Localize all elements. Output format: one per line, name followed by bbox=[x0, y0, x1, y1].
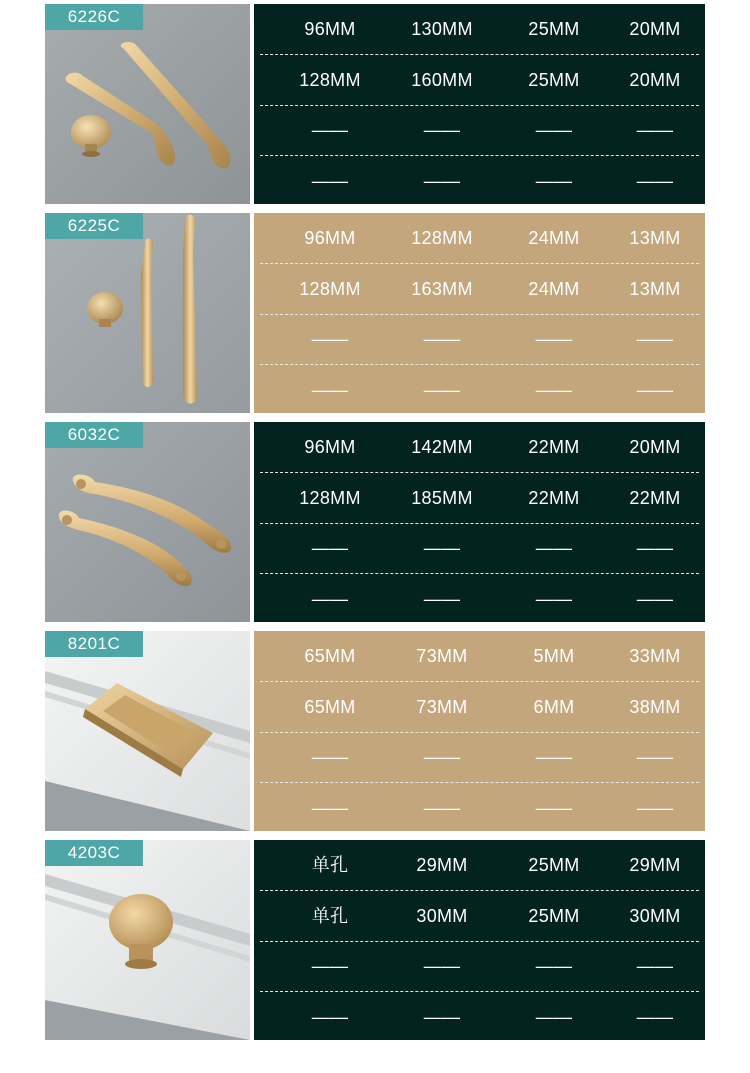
spec-cell: 25MM bbox=[528, 855, 580, 875]
spec-cell: —— bbox=[311, 171, 349, 191]
spec-cell: 24MM bbox=[528, 228, 580, 248]
spec-cell: —— bbox=[423, 120, 461, 140]
spec-cell: —— bbox=[423, 747, 461, 767]
spec-cell: 163MM bbox=[411, 279, 473, 299]
handle-image bbox=[45, 4, 250, 204]
spec-row bbox=[260, 992, 699, 1043]
spec-cell: 65MM bbox=[304, 646, 356, 666]
spec-row bbox=[260, 941, 699, 992]
spec-row bbox=[260, 105, 699, 156]
spec-cell: —— bbox=[535, 329, 573, 349]
spec-cell: —— bbox=[636, 380, 674, 400]
spec-cell: 13MM bbox=[629, 279, 681, 299]
spec-row bbox=[260, 4, 699, 55]
spec-cell: 33MM bbox=[629, 646, 681, 666]
product-4203c bbox=[45, 840, 705, 1040]
spec-cell: 6MM bbox=[533, 697, 575, 717]
spec-cell: —— bbox=[535, 798, 573, 818]
spec-cell: 22MM bbox=[528, 488, 580, 508]
spec-row bbox=[260, 156, 699, 207]
spec-cell: —— bbox=[636, 798, 674, 818]
spec-cell: 128MM bbox=[299, 70, 361, 90]
spec-cell: 20MM bbox=[629, 437, 681, 457]
product-photo bbox=[45, 840, 250, 1040]
spec-cell: 96MM bbox=[304, 228, 356, 248]
spec-panel bbox=[254, 631, 705, 831]
spec-cell: —— bbox=[311, 956, 349, 976]
spec-row bbox=[260, 523, 699, 574]
spec-cell: —— bbox=[636, 329, 674, 349]
spec-row bbox=[260, 213, 699, 264]
spec-cell: —— bbox=[535, 538, 573, 558]
spec-cell: 142MM bbox=[411, 437, 473, 457]
spec-cell: —— bbox=[423, 380, 461, 400]
spec-cell: —— bbox=[535, 589, 573, 609]
spec-cell: 96MM bbox=[304, 19, 356, 39]
spec-cell: 185MM bbox=[411, 488, 473, 508]
spec-cell: 29MM bbox=[629, 855, 681, 875]
spec-cell: —— bbox=[311, 538, 349, 558]
spec-row bbox=[260, 422, 699, 473]
spec-cell: 128MM bbox=[299, 279, 361, 299]
product-photo bbox=[45, 631, 250, 831]
spec-cell: —— bbox=[636, 956, 674, 976]
spec-cell: —— bbox=[423, 1007, 461, 1027]
spec-row bbox=[260, 783, 699, 834]
spec-cell: —— bbox=[311, 798, 349, 818]
spec-cell: 5MM bbox=[533, 646, 575, 666]
spec-cell: 38MM bbox=[629, 697, 681, 717]
product-photo bbox=[45, 422, 250, 622]
spec-cell: —— bbox=[423, 798, 461, 818]
product-code-tag: 6032C bbox=[45, 422, 143, 448]
spec-cell: 单孔 bbox=[311, 855, 349, 875]
spec-cell: 30MM bbox=[629, 906, 681, 926]
spec-cell: 96MM bbox=[304, 437, 356, 457]
product-code-tag: 8201C bbox=[45, 631, 143, 657]
product-code-tag: 6226C bbox=[45, 4, 143, 30]
spec-panel bbox=[254, 4, 705, 204]
spec-panel bbox=[254, 422, 705, 622]
spec-cell: 130MM bbox=[411, 19, 473, 39]
spec-cell: —— bbox=[636, 120, 674, 140]
product-6032c bbox=[45, 422, 705, 622]
spec-cell: 20MM bbox=[629, 19, 681, 39]
spec-cell: —— bbox=[535, 1007, 573, 1027]
handle-image bbox=[45, 422, 250, 622]
spec-row bbox=[260, 264, 699, 315]
spec-row bbox=[260, 473, 699, 524]
spec-cell: —— bbox=[535, 380, 573, 400]
spec-cell: 25MM bbox=[528, 70, 580, 90]
spec-cell: —— bbox=[311, 380, 349, 400]
spec-cell: —— bbox=[636, 747, 674, 767]
product-code-tag: 6225C bbox=[45, 213, 143, 239]
spec-cell: 单孔 bbox=[311, 906, 349, 926]
spec-row bbox=[260, 840, 699, 891]
spec-cell: 25MM bbox=[528, 19, 580, 39]
spec-row bbox=[260, 891, 699, 942]
spec-cell: 22MM bbox=[629, 488, 681, 508]
spec-row bbox=[260, 365, 699, 416]
spec-cell: 128MM bbox=[299, 488, 361, 508]
spec-cell: —— bbox=[535, 956, 573, 976]
spec-row bbox=[260, 732, 699, 783]
spec-row bbox=[260, 314, 699, 365]
product-photo bbox=[45, 4, 250, 204]
spec-cell: 65MM bbox=[304, 697, 356, 717]
spec-row bbox=[260, 55, 699, 106]
spec-cell: —— bbox=[535, 747, 573, 767]
handle-image bbox=[45, 631, 250, 831]
product-6226c bbox=[45, 4, 705, 204]
spec-row bbox=[260, 574, 699, 625]
spec-cell: 20MM bbox=[629, 70, 681, 90]
spec-row bbox=[260, 682, 699, 733]
spec-panel bbox=[254, 840, 705, 1040]
spec-cell: 22MM bbox=[528, 437, 580, 457]
spec-cell: —— bbox=[423, 956, 461, 976]
spec-cell: —— bbox=[423, 329, 461, 349]
spec-cell: 73MM bbox=[416, 646, 468, 666]
spec-cell: —— bbox=[423, 171, 461, 191]
spec-cell: 25MM bbox=[528, 906, 580, 926]
spec-cell: —— bbox=[311, 589, 349, 609]
spec-cell: —— bbox=[636, 171, 674, 191]
spec-row bbox=[260, 631, 699, 682]
spec-cell: —— bbox=[423, 589, 461, 609]
spec-cell: —— bbox=[636, 538, 674, 558]
spec-cell: 13MM bbox=[629, 228, 681, 248]
product-code-tag: 4203C bbox=[45, 840, 143, 866]
spec-cell: —— bbox=[636, 589, 674, 609]
spec-cell: —— bbox=[311, 329, 349, 349]
spec-cell: 160MM bbox=[411, 70, 473, 90]
spec-cell: 73MM bbox=[416, 697, 468, 717]
spec-cell: —— bbox=[535, 171, 573, 191]
spec-cell: 30MM bbox=[416, 906, 468, 926]
spec-cell: —— bbox=[423, 538, 461, 558]
product-6225c bbox=[45, 213, 705, 413]
spec-cell: 29MM bbox=[416, 855, 468, 875]
spec-cell: —— bbox=[311, 1007, 349, 1027]
spec-cell: —— bbox=[311, 747, 349, 767]
spec-cell: —— bbox=[636, 1007, 674, 1027]
handle-image bbox=[45, 213, 250, 413]
spec-cell: 128MM bbox=[411, 228, 473, 248]
product-photo bbox=[45, 213, 250, 413]
spec-cell: 24MM bbox=[528, 279, 580, 299]
spec-panel bbox=[254, 213, 705, 413]
spec-cell: —— bbox=[535, 120, 573, 140]
knob-image bbox=[45, 840, 250, 1040]
product-8201c bbox=[45, 631, 705, 831]
spec-cell: —— bbox=[311, 120, 349, 140]
